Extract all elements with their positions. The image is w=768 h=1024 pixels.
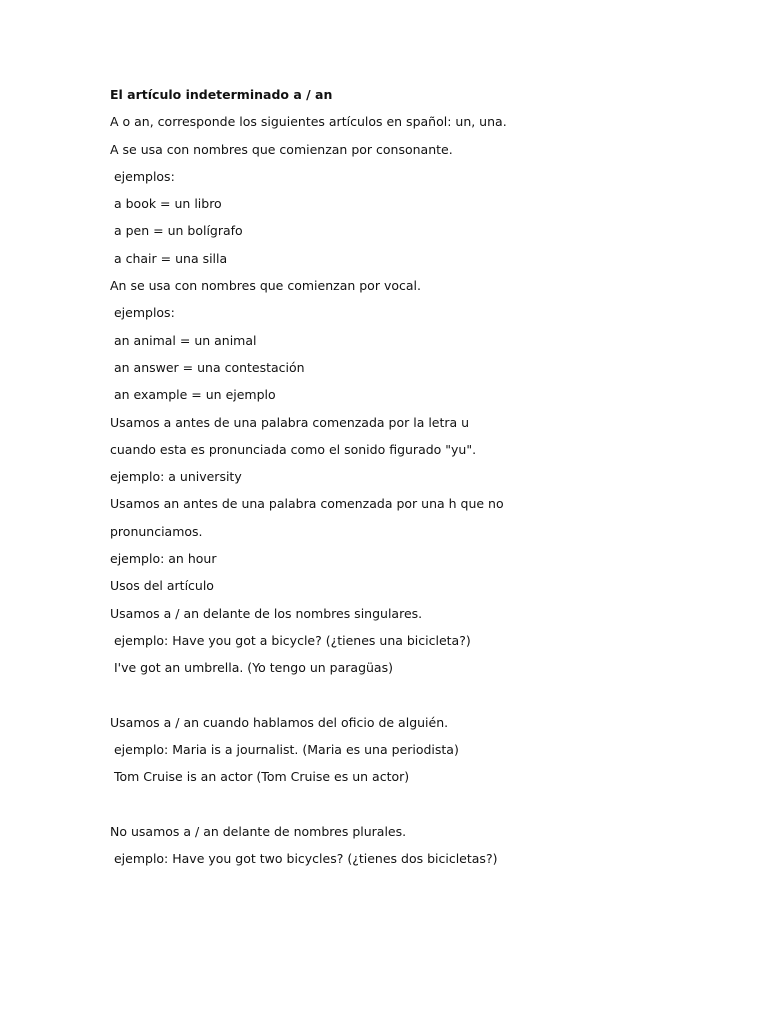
blank-line	[110, 795, 670, 822]
document-body	[110, 85, 670, 877]
paragraph-line: ejemplo: Maria is a journalist. (Maria es una periodista)	[110, 742, 459, 758]
paragraph-line: ejemplos:	[110, 305, 175, 321]
paragraph-line: Usamos an antes de una palabra comenzada por una h que no	[110, 496, 504, 512]
paragraph-line: cuando esta es pronunciada como el sonido figurado "yu".	[110, 441, 477, 457]
paragraph-line: an answer = una contestación	[110, 359, 305, 375]
paragraph-line: Usamos a / an cuando hablamos del oficio de alguién.	[110, 714, 449, 730]
paragraph-line: an animal = un animal	[110, 332, 257, 348]
paragraph-line: Tom Cruise is an actor (Tom Cruise es un actor)	[110, 769, 410, 785]
paragraph-line: An se usa con nombres que comienzan por vocal.	[110, 278, 421, 294]
paragraph-line: ejemplo: an hour	[110, 551, 217, 567]
paragraph-line: No usamos a / an delante de nombres plurales.	[110, 824, 407, 840]
paragraph-line: ejemplo: a university	[110, 469, 242, 485]
paragraph-line: ejemplo: Have you got two bicycles? (¿tienes dos bicicletas?)	[110, 851, 498, 867]
paragraph-line: Usamos a / an delante de los nombres singulares.	[110, 605, 423, 621]
paragraph-line: A o an, corresponde los siguientes artículos en spañol: un, una.	[110, 114, 507, 130]
blank-line	[110, 686, 670, 713]
paragraph-line: ejemplos:	[110, 168, 175, 184]
paragraph-line: Usamos a antes de una palabra comenzada por la letra u	[110, 414, 470, 430]
section-heading: Usos del artículo	[110, 578, 214, 594]
paragraph-line: a book = un libro	[110, 196, 222, 212]
paragraph-line: I've got an umbrella. (Yo tengo un paragüas)	[110, 660, 393, 676]
paragraph-line: pronunciamos.	[110, 523, 203, 539]
paragraph-line: A se usa con nombres que comienzan por consonante.	[110, 141, 453, 157]
paragraph-line: a chair = una silla	[110, 250, 228, 266]
paragraph-line: ejemplo: Have you got a bicycle? (¿tienes una bicicleta?)	[110, 632, 471, 648]
document-title: El artículo indeterminado a / an	[110, 87, 333, 102]
paragraph-line: a pen = un bolígrafo	[110, 223, 243, 239]
paragraph-line: an example = un ejemplo	[110, 387, 276, 403]
